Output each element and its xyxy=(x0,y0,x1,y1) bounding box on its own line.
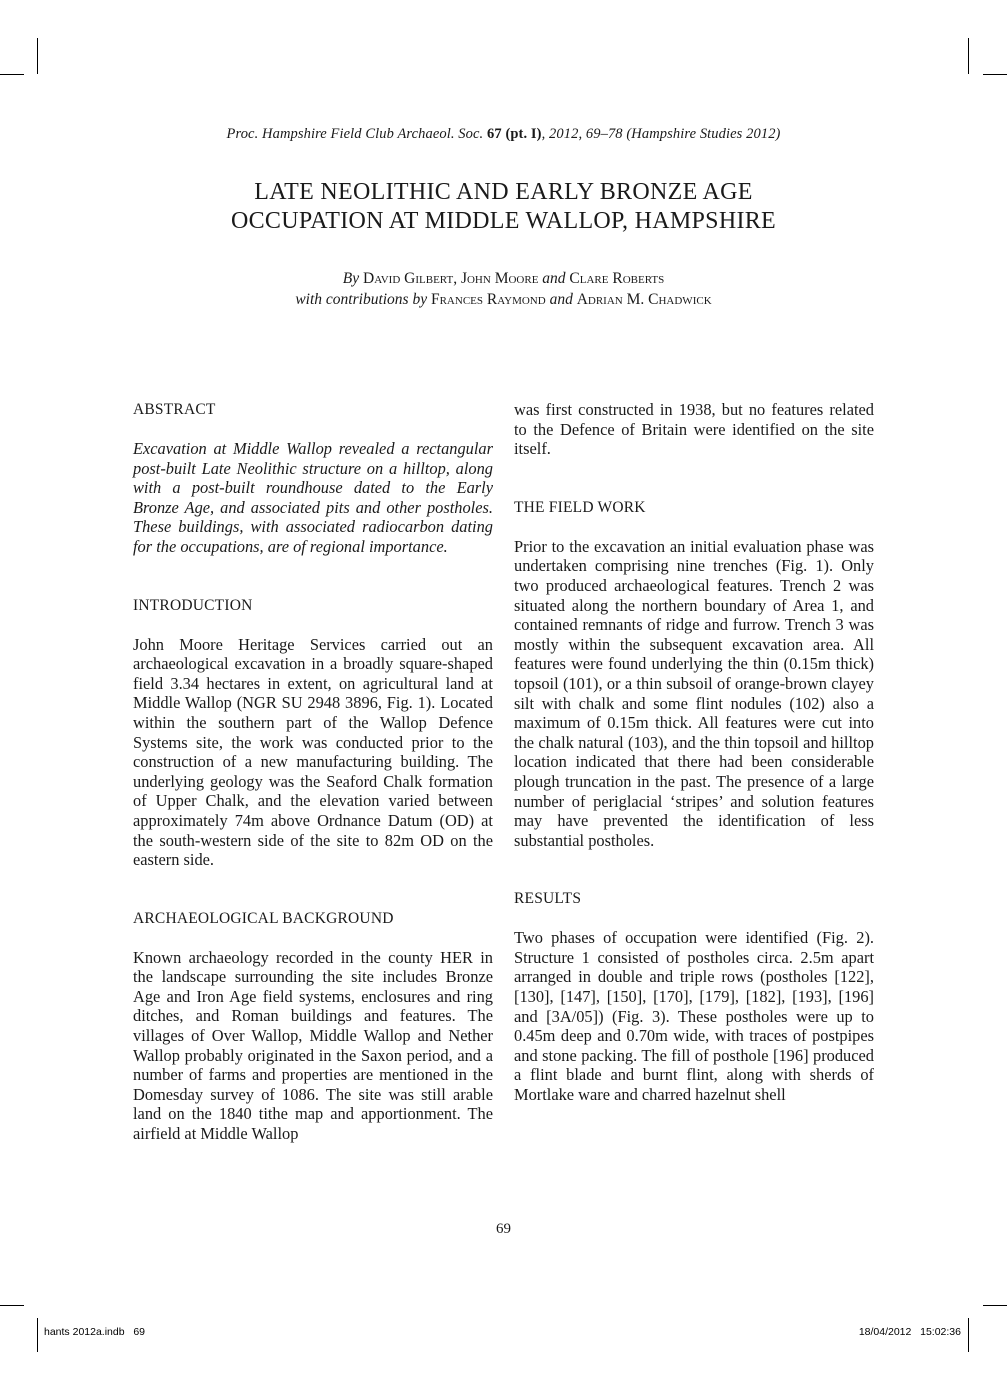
author-name: David Gilbert xyxy=(363,270,454,287)
introduction-text: John Moore Heritage Services carried out an archaeological excavation in a broadly square-shaped field 3.34 hectares in extent, on agricultural land at Middle Wallop (NGR SU 2948 3896, Fig. 1). Located within the southern part of the Wallop Defence Systems site, the work was conducted prior to the construction of a new manufacturing building. The underlying geology was the Seaford Chalk formation of Upper Chalk, and the elevation varied between approximately 74m above Ordnance Datum (OD) at the south-western side of the site to 82m OD on the eastern side. xyxy=(133,634,493,870)
crop-mark xyxy=(0,1305,24,1306)
contributor-name: Adrian M. Chadwick xyxy=(576,291,712,308)
fieldwork-text: Prior to the excavation an initial evaluation phase was undertaken comprising nine trenches (Fig. 1). Only two produced archaeological features. Trench 2 was situated along the northern boundary of Area 1, and contained remnants of ridge and furrow. Trench 3 was mostly within the subsequent excavation area. All features were found underlying the thin (0.15m thick) topsoil (101), or a thin subsoil of orange-brown clayey silt with chalk and some flint nodules (102) also a maximum of 0.15m thick. All features were cut into the chalk natural (103), and the thin topsoil and hilltop location indicated that there had been considerable plough truncation in the past. The presence of a large number of periglacial ‘stripes’ and solution features may have prevented the identification of less substantial postholes. xyxy=(514,536,874,850)
abstract-text: Excavation at Middle Wallop revealed a rectangular post-built Late Neolithic structure on a hilltop, along with a post-built roundhouse dated to the Early Bronze Age, and associated pits and other postholes. These buildings, with associated radiocarbon dating for the occupations, are of regional importance. xyxy=(133,439,493,556)
background-text: Known archaeology recorded in the county HER in the landscape surrounding the site includes Bronze Age and Iron Age field systems, enclosures and ring ditches, and Roman buildings and features. The villages of Over Wallop, Middle Wallop and Nether Wallop probably originated in the Saxon period, and a number of farms and properties are mentioned in the Domesday survey of 1086. The site was still arable land on the 1840 tithe map and apportionment. The airfield at Middle Wallop xyxy=(133,947,493,1144)
right-column xyxy=(514,400,874,1105)
contributor-name: Frances Raymond xyxy=(430,291,546,308)
crop-mark xyxy=(968,38,969,74)
journal-details: , 2012, 69–78 (Hampshire Studies 2012) xyxy=(541,126,781,142)
crop-mark xyxy=(37,1318,38,1352)
page-number: 69 xyxy=(496,1221,511,1237)
results-heading: RESULTS xyxy=(514,890,582,908)
crop-mark xyxy=(983,1305,1007,1306)
crop-mark xyxy=(968,1318,969,1352)
by-label: By xyxy=(342,270,360,287)
crop-mark xyxy=(0,74,24,75)
results-text: Two phases of occupation were identified (Fig. 2). Structure 1 consisted of postholes circa. 2.5m apart arranged in double and triple rows (postholes [122], [130], [147], [150], [170], [179], [182], [193], [196] and [3A/05]) (Fig. 3). These postholes were up to 0.45m deep and 0.70m wide, with traces of postpipes and stone packing. The fill of posthole [196] produced a flint blade and burnt flint, along with sherds of Mortlake ware and charred hazelnut shell xyxy=(514,928,874,1105)
journal-name: Proc. Hampshire Field Club Archaeol. Soc. xyxy=(226,126,484,142)
fieldwork-heading: THE FIELD WORK xyxy=(514,498,646,516)
and-label: and xyxy=(549,291,573,308)
contributors-line xyxy=(0,289,1007,310)
introduction-heading: INTRODUCTION xyxy=(133,596,253,614)
crop-mark xyxy=(983,74,1007,75)
paper-title xyxy=(0,178,1007,236)
background-heading: ARCHAEOLOGICAL BACKGROUND xyxy=(133,909,394,927)
abstract-heading: ABSTRACT xyxy=(133,401,216,418)
crop-mark xyxy=(37,38,38,74)
slug-timestamp: 18/04/2012 15:02:36 xyxy=(858,1326,961,1338)
author-block xyxy=(0,268,1007,310)
contributions-label: with contributions by xyxy=(295,291,428,308)
journal-header xyxy=(0,126,1007,143)
and-label: and xyxy=(542,270,566,287)
left-column xyxy=(133,400,493,1144)
continued-text: was first constructed in 1938, but no features related to the Defence of Britain were identified on the site itself. xyxy=(514,400,874,459)
slug-file-info: hants 2012a.indb 69 xyxy=(44,1326,146,1338)
author-name: Clare Roberts xyxy=(569,270,665,287)
title-line-1: LATE NEOLITHIC AND EARLY BRONZE AGE xyxy=(254,179,753,205)
journal-volume: 67 (pt. I) xyxy=(487,126,542,142)
title-line-2: OCCUPATION AT MIDDLE WALLOP, HAMPSHIRE xyxy=(230,208,777,234)
author-line: By David Gilbert, John Moore and Clare Roberts xyxy=(342,270,665,287)
author-name: John Moore xyxy=(460,270,539,287)
